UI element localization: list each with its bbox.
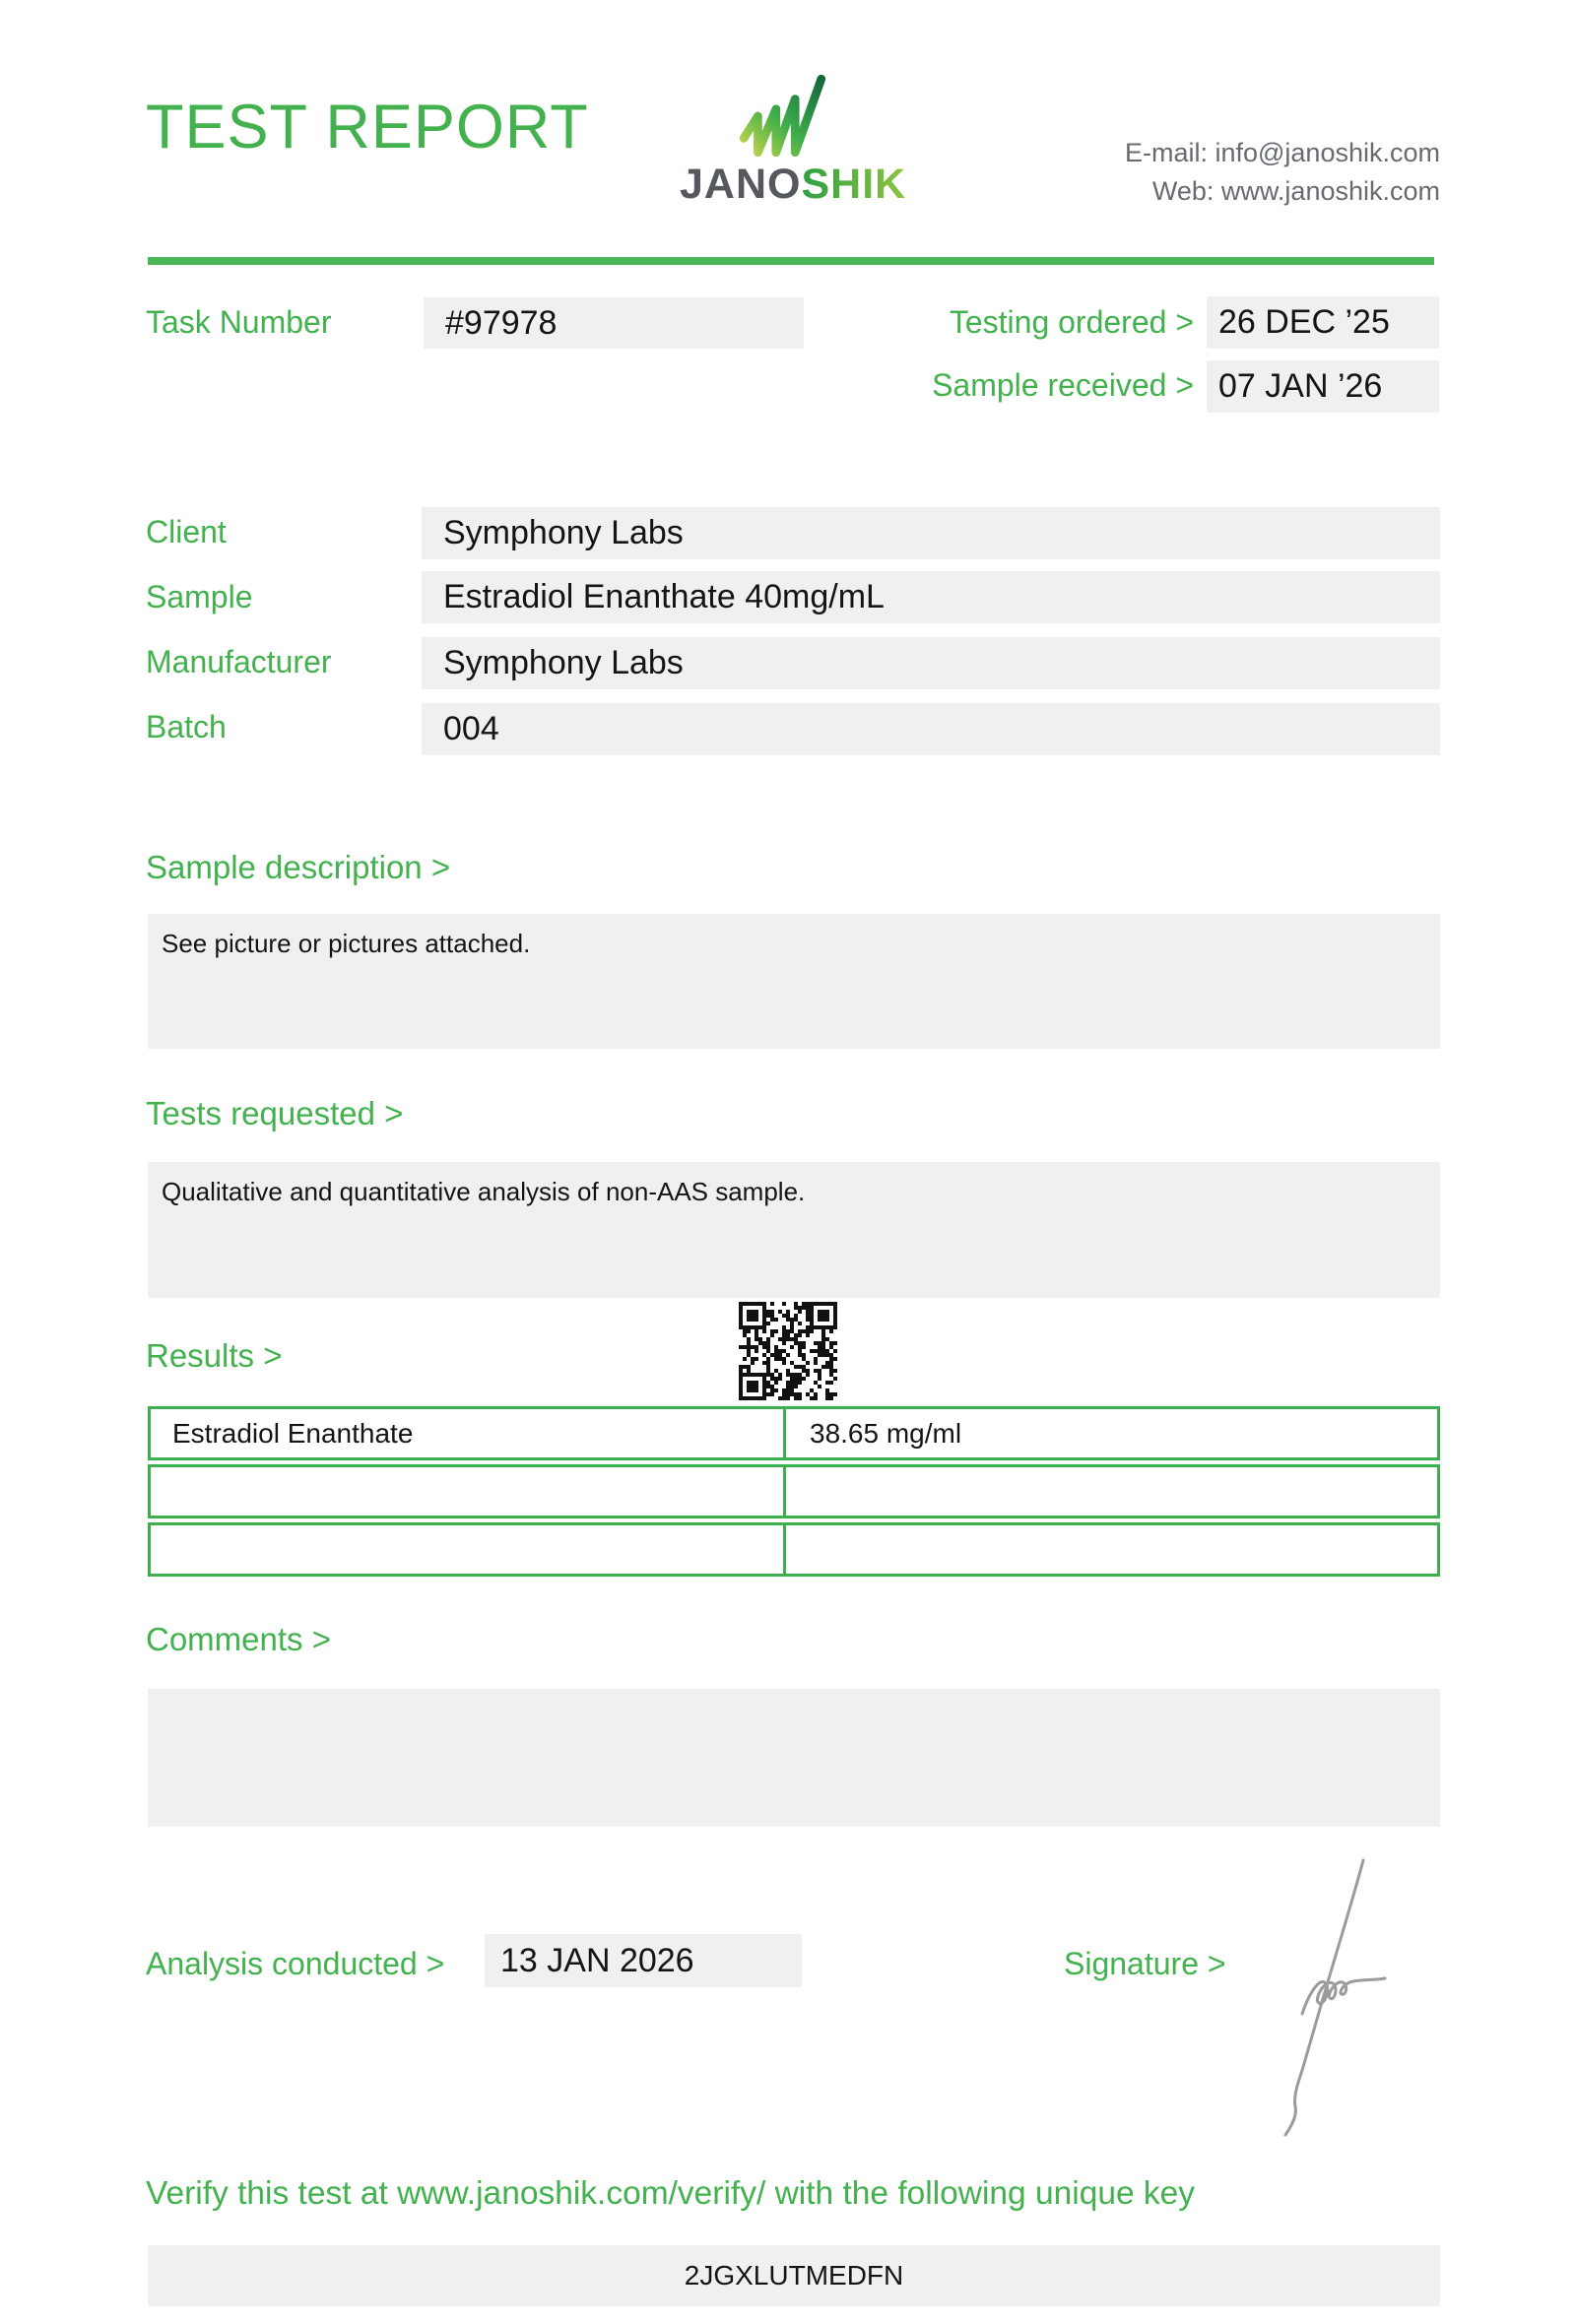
result-analyte xyxy=(151,1467,786,1516)
result-value: 38.65 mg/ml xyxy=(810,1418,962,1449)
verify-key-value: 2JGXLUTMEDFN xyxy=(684,2260,904,2291)
sample-received-value: 07 JAN ’26 xyxy=(1218,367,1383,405)
verify-instruction: Verify this test at www.janoshik.com/verify/ with the following unique key xyxy=(146,2175,1196,2212)
sample-description-text: See picture or pictures attached. xyxy=(162,929,531,958)
result-value xyxy=(786,1467,1437,1516)
task-number-value: #97978 xyxy=(445,304,558,342)
contact-email: E-mail: info@janoshik.com xyxy=(1124,138,1440,167)
analysis-conducted-value: 13 JAN 2026 xyxy=(500,1942,694,1979)
testing-ordered-label: Testing ordered > xyxy=(949,304,1194,340)
results-heading: Results > xyxy=(146,1337,283,1374)
contact-block xyxy=(1125,134,1440,211)
analysis-conducted-field xyxy=(485,1934,802,1987)
manufacturer-field xyxy=(422,637,1440,689)
batch-label: Batch xyxy=(146,709,227,744)
tests-requested-heading: Tests requested > xyxy=(146,1095,404,1131)
page-title: TEST REPORT xyxy=(146,93,589,161)
client-label: Client xyxy=(146,514,227,549)
signature-image xyxy=(1273,1854,1418,2142)
logo-text-jano: JANO xyxy=(680,161,802,208)
tests-requested-text: Qualitative and quantitative analysis of non-AAS sample. xyxy=(162,1177,806,1206)
sample-received-label: Sample received > xyxy=(932,367,1194,403)
batch-value: 004 xyxy=(443,710,499,747)
comments-box xyxy=(148,1689,1440,1827)
verify-key-field xyxy=(148,2245,1440,2306)
logo-wordmark xyxy=(680,161,907,208)
task-number-field xyxy=(424,297,804,349)
sample-label: Sample xyxy=(146,579,253,614)
manufacturer-label: Manufacturer xyxy=(146,644,332,679)
manufacturer-value: Symphony Labs xyxy=(443,644,684,681)
result-analyte xyxy=(151,1525,786,1574)
sample-field xyxy=(422,571,1440,623)
result-value xyxy=(786,1525,1437,1574)
batch-field xyxy=(422,703,1440,755)
comments-heading: Comments > xyxy=(146,1621,331,1657)
result-analyte: Estradiol Enanthate xyxy=(151,1409,786,1457)
result-row xyxy=(148,1464,1440,1518)
testing-ordered-field xyxy=(1207,296,1439,349)
results-table xyxy=(148,1406,1440,1581)
contact-web: Web: www.janoshik.com xyxy=(1151,176,1440,206)
sample-value: Estradiol Enanthate 40mg/mL xyxy=(443,578,885,615)
qr-code xyxy=(739,1302,837,1400)
task-number-label: Task Number xyxy=(146,304,332,340)
sample-description-box xyxy=(148,914,1440,1049)
result-row xyxy=(148,1522,1440,1577)
signature-label: Signature > xyxy=(1064,1946,1226,1981)
logo-chart-icon xyxy=(739,75,831,160)
client-field xyxy=(422,507,1440,559)
result-row xyxy=(148,1406,1440,1460)
tests-requested-box xyxy=(148,1162,1440,1298)
testing-ordered-value: 26 DEC ’25 xyxy=(1218,303,1390,341)
header-divider xyxy=(148,257,1434,265)
sample-description-heading: Sample description > xyxy=(146,849,451,885)
client-value: Symphony Labs xyxy=(443,514,684,551)
logo-text-shik: SHIK xyxy=(801,161,907,208)
analysis-conducted-label: Analysis conducted > xyxy=(146,1946,445,1981)
sample-received-field xyxy=(1207,360,1439,413)
